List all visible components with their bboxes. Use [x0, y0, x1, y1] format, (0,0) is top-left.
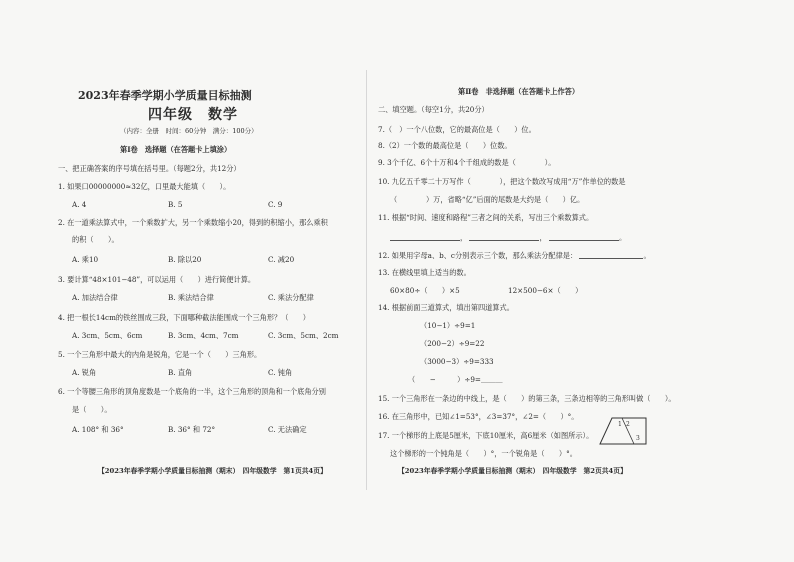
question-3: 3. 要计算“48×101−48”，可以运用（ ）进行简便计算。 — [58, 275, 256, 284]
q11-answer-lines: ， ， 。 — [390, 233, 626, 241]
question-17: 17. 一个梯形的上底是5厘米，下底10厘米，高6厘米（如图所示）。 — [378, 431, 594, 440]
part2-header: 第Ⅱ卷 非选择题（在答题卡上作答） — [458, 87, 580, 96]
question-2: 2. 在一道乘法算式中，一个乘数扩大，另一个乘数缩小20，得到的积缩小，那么乘积 — [58, 218, 328, 227]
fig-label-2: 2 — [626, 421, 630, 428]
q13-item-a: 60×80÷（ ）×5 — [390, 286, 460, 295]
question-5: 5. 一个三角形中最大的内角是锐角，它是一个（ ）三角形。 — [58, 350, 262, 359]
left-page — [58, 70, 358, 490]
q6-option-b: B. 36° 和 72° — [168, 425, 216, 434]
question-17-cont: 这个梯形的一个钝角是（ ）°，一个锐角是（ ）°。 — [390, 449, 577, 458]
question-9: 9. 3个千亿、6个十万和4个千组成的数是（ ）。 — [378, 158, 556, 167]
q4-option-b: B. 3cm、4cm、7cm — [168, 331, 239, 340]
q5-option-a: A. 锐角 — [72, 368, 97, 377]
question-6-cont: 是（ ）。 — [72, 405, 112, 414]
q2-option-a: A. 乘10 — [72, 255, 99, 264]
question-2-cont: 的积（ ）。 — [72, 235, 119, 244]
question-12: 12. 如果用字母a、b、c分别表示三个数，那么乘法分配律是： 。 — [378, 250, 651, 260]
page-divider — [366, 70, 367, 490]
q5-option-c: C. 钝角 — [268, 368, 293, 377]
question-13: 13. 在横线里填上适当的数。 — [378, 268, 471, 277]
fig-label-3: 3 — [636, 435, 640, 442]
fig-label-1: 1 — [618, 421, 622, 428]
calc-line-2: （200−2）÷9=22 — [420, 339, 485, 348]
section2-heading: 二、填空题。（每空1分，共20分） — [378, 105, 489, 114]
q1-option-a: A. 4 — [72, 200, 87, 209]
q5-option-b: B. 直角 — [168, 368, 193, 377]
q13-item-b: 12×500−6×（ ） — [508, 286, 583, 295]
exam-title: 2023年春季学期小学质量目标抽测 — [78, 89, 252, 102]
question-10-cont: （ ）万，省略“亿”后面的尾数是大约是（ ）亿。 — [390, 195, 585, 204]
q1-option-c: C. 9 — [268, 200, 283, 209]
question-6: 6. 一个等腰三角形的顶角度数是一个底角的一半，这个三角形的顶角和一个底角分别 — [58, 387, 326, 396]
calc-line-3: （3000−3）÷9=333 — [420, 357, 494, 366]
q3-option-a: A. 加法结合律 — [72, 293, 118, 302]
exam-info: （内容：全册 时间：60分钟 满分：100分） — [120, 127, 258, 135]
calc-line-1: （10−1）÷9=1 — [420, 321, 476, 330]
q4-option-a: A. 3cm、5cm、6cm — [72, 331, 143, 340]
q2-option-c: C. 减20 — [268, 255, 295, 264]
calc-line-4: （ − ）÷9=＿＿＿ — [408, 375, 503, 384]
right-page — [378, 70, 753, 490]
q3-option-c: C. 乘法分配律 — [268, 293, 314, 302]
question-15: 15. 一个三角形在一条边的中线上，是（ ）的第三条，三条边相等的三角形叫做（ ）。 — [378, 394, 676, 403]
q3-option-b: B. 乘法结合律 — [168, 293, 214, 302]
question-8: 8.（2）一个数的最高位是（ ）位数。 — [378, 141, 512, 150]
question-11: 11. 根据“时间、速度和路程”三者之间的关系，写出三个乘数算式。 — [378, 213, 594, 222]
part1-header: 第Ⅰ卷 选择题（在答题卡上填涂） — [120, 145, 232, 154]
grade-subject: 四年级 数学 — [148, 107, 238, 123]
question-14: 14. 根据前面三道算式，填出第四道算式。 — [378, 303, 514, 312]
section1-heading: 一、把正确答案的序号填在括号里。（每题2分，共12分） — [58, 164, 241, 173]
q6-option-a: A. 108° 和 36° — [72, 425, 124, 434]
question-4: 4. 把一根长14cm的铁丝围成三段，下面哪种截法能围成一个三角形？（ ） — [58, 313, 310, 322]
question-10: 10. 九亿五千零二十万写作（ ），把这个数改写成用“万”作单位的数是 — [378, 177, 626, 186]
trapezoid-figure — [598, 414, 648, 448]
q2-option-b: B. 除以20 — [168, 255, 202, 264]
q4-option-c: C. 3cm、5cm、2cm — [268, 331, 339, 340]
question-1: 1. 如果口00000000≈32亿，口里最大能填（ ）。 — [58, 182, 231, 191]
left-footer: 【2023年春季学期小学质量目标抽测（期末） 四年级数学 第1页共4页】 — [98, 467, 327, 475]
question-7: 7.（ ）一个八位数，它的最高位是（ ）位。 — [378, 125, 536, 134]
q6-option-c: C. 无法确定 — [268, 425, 307, 434]
q1-option-b: B. 5 — [168, 200, 183, 209]
right-footer: 【2023年春季学期小学质量目标抽测（期末） 四年级数学 第2页共4页】 — [398, 467, 627, 475]
question-16: 16. 在三角形中，已知∠1=53°，∠3=37°，∠2=（ ）°。 — [378, 412, 579, 421]
